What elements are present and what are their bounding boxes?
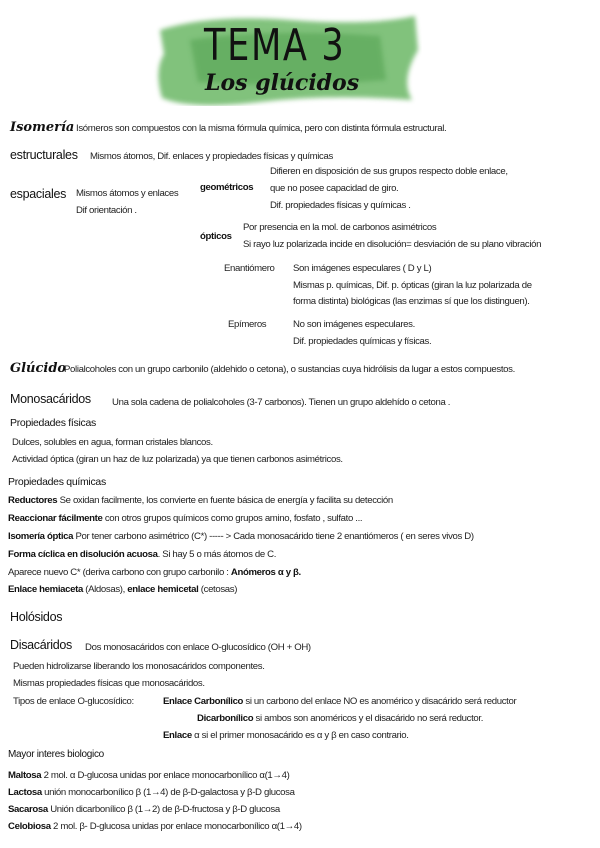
geometricos-line2: que no posee capacidad de giro. <box>270 183 399 194</box>
geometricos-line3: Dif. propiedades físicas y químicas . <box>270 200 411 211</box>
estructurales-text: Mismos átomos, Dif. enlaces y propiedades físicas y químicas <box>90 151 333 162</box>
enantiomero-line3: forma distinta) biológicas (las enzimas sí que los distinguen). <box>293 296 530 307</box>
opticos-label: ópticos <box>200 231 232 242</box>
term: Reductores <box>8 495 58 506</box>
fisicas-line1: Dulces, solubles en agua, forman cristales blancos. <box>12 437 213 448</box>
desc: Unión dicarbonílico β (1→2) de β-D-fructosa y β-D glucosa <box>47 804 280 815</box>
term: Celobiosa <box>8 821 51 832</box>
term: Enlace hemiaceta <box>8 584 83 595</box>
lactosa-line <box>8 787 295 799</box>
sacarosa-line <box>8 804 280 816</box>
term: Forma cíclica en disolución acuosa <box>8 549 158 560</box>
isomeria-text: Isómeros son compuestos con la misma fórmula química, pero con distinta fórmula estructural. <box>76 123 447 134</box>
enantiomero-label: Enantiómero <box>224 263 275 274</box>
term: Dicarbonílico <box>197 713 254 724</box>
celobiosa-line <box>8 821 302 833</box>
term: Enlace Carbonílico <box>163 696 244 707</box>
monosacaridos-label: Monosacáridos <box>10 392 91 406</box>
espaciales-label: espaciales <box>10 187 67 201</box>
term: Lactosa <box>8 787 42 798</box>
glucido-text: Polialcoholes con un grupo carbonilo (aldehido o cetona), o sustancias cuya hidrólisis da lugar a estos compuestos. <box>64 364 515 375</box>
epimeros-line1: No son imágenes especulares. <box>293 319 415 330</box>
term: Anómeros α y β. <box>230 567 301 578</box>
desc: Por tener carbono asimétrico (C*) ----- > Cada monosacárido tiene 2 enantiómeros ( en seres vivos D) <box>73 531 474 542</box>
desc: (cetosas) <box>198 584 238 595</box>
reductores-line <box>8 495 393 507</box>
carbonilico-line <box>163 696 516 708</box>
espaciales-line1: Mismos átomos y enlaces <box>76 188 179 199</box>
term: Enlace <box>163 730 192 741</box>
geometricos-line1: Difieren en disposición de sus grupos respecto doble enlace, <box>270 166 508 177</box>
enantiomero-line2: Mismas p. químicas, Dif. p. ópticas (giran la luz polarizada de <box>293 280 532 291</box>
estructurales-label: estructurales <box>10 148 78 162</box>
opticos-line2: Si rayo luz polarizada incide en disolución= desviación de su plano vibración <box>243 239 542 250</box>
disacaridos-line2: Mismas propiedades físicas que monosacáridos. <box>13 678 205 689</box>
desc: si ambos son anoméricos y el disacárido no será reductor. <box>253 713 484 724</box>
enlace-line <box>8 584 237 596</box>
disacaridos-label: Disacáridos <box>10 638 73 652</box>
disacaridos-line1: Pueden hidrolizarse liberando los monosacáridos componentes. <box>13 661 265 672</box>
desc: Aparece nuevo C* (deriva carbono con grupo carbonilo : <box>8 567 231 578</box>
epimeros-line2: Dif. propiedades químicas y físicas. <box>293 336 432 347</box>
dicarbonilico-line <box>197 713 483 725</box>
tipos-label: Tipos de enlace O-glucosídico: <box>13 696 134 707</box>
term: enlace hemicetal <box>127 584 199 595</box>
page-subtitle: Los glúcidos <box>205 70 360 96</box>
desc: Se oxidan facilmente, los convierte en fuente básica de energía y facilita su detección <box>57 495 393 506</box>
enlace-alfa-line <box>163 730 409 742</box>
espaciales-line2: Dif orientación . <box>76 205 137 216</box>
quimicas-heading: Propiedades químicas <box>8 476 106 488</box>
fisicas-heading: Propiedades físicas <box>10 417 96 429</box>
maltosa-line <box>8 770 289 782</box>
fisicas-line2: Actividad óptica (giran un haz de luz polarizada) ya que tienen carbonos asimétricos. <box>12 454 343 465</box>
term: Isomería óptica <box>8 531 74 542</box>
desc: α si el primer monosacárido es α y β en caso contrario. <box>191 730 409 741</box>
monosacaridos-text: Una sola cadena de polialcoholes (3-7 carbonos). Tienen un grupo aldehído o cetona . <box>112 397 451 408</box>
term: Sacarosa <box>8 804 48 815</box>
aparece-line <box>8 567 301 579</box>
holosidos-heading: Holósidos <box>10 610 63 624</box>
term: Maltosa <box>8 770 42 781</box>
reaccionar-line <box>8 513 362 525</box>
geometricos-label: geométricos <box>200 182 254 193</box>
disacaridos-text: Dos monosacáridos con enlace O-glucosídico (OH + OH) <box>85 642 311 653</box>
page-title: TEMA 3 <box>204 20 346 71</box>
glucido-label: Glúcido <box>10 361 67 376</box>
epimeros-label: Epímeros <box>228 319 267 330</box>
desc: unión monocarbonílico β (1→4) de β-D-galactosa y β-D glucosa <box>41 787 295 798</box>
desc: con otros grupos químicos como grupos amino, fosfato , sulfato ... <box>102 513 363 524</box>
desc: . Si hay 5 o más átomos de C. <box>157 549 277 560</box>
desc: (Aldosas), <box>82 584 128 595</box>
isomeria-label: Isomería <box>10 120 75 135</box>
forma-ciclica-line <box>8 549 276 561</box>
term: Reaccionar fácilmente <box>8 513 103 524</box>
enantiomero-line1: Son imágenes especulares ( D y L) <box>293 263 432 274</box>
desc: 2 mol. β- D-glucosa unidas por enlace monocarbonílico α(1→4) <box>50 821 302 832</box>
desc: si un carbono del enlace NO es anomérico y disacárido será reductor <box>243 696 517 707</box>
isomeria-optica-line <box>8 531 474 543</box>
desc: 2 mol. α D-glucosa unidas por enlace monocarbonílico α(1→4) <box>41 770 290 781</box>
opticos-line1: Por presencia en la mol. de carbonos asimétricos <box>243 222 437 233</box>
mayor-interes-heading: Mayor interes biologico <box>8 749 104 760</box>
